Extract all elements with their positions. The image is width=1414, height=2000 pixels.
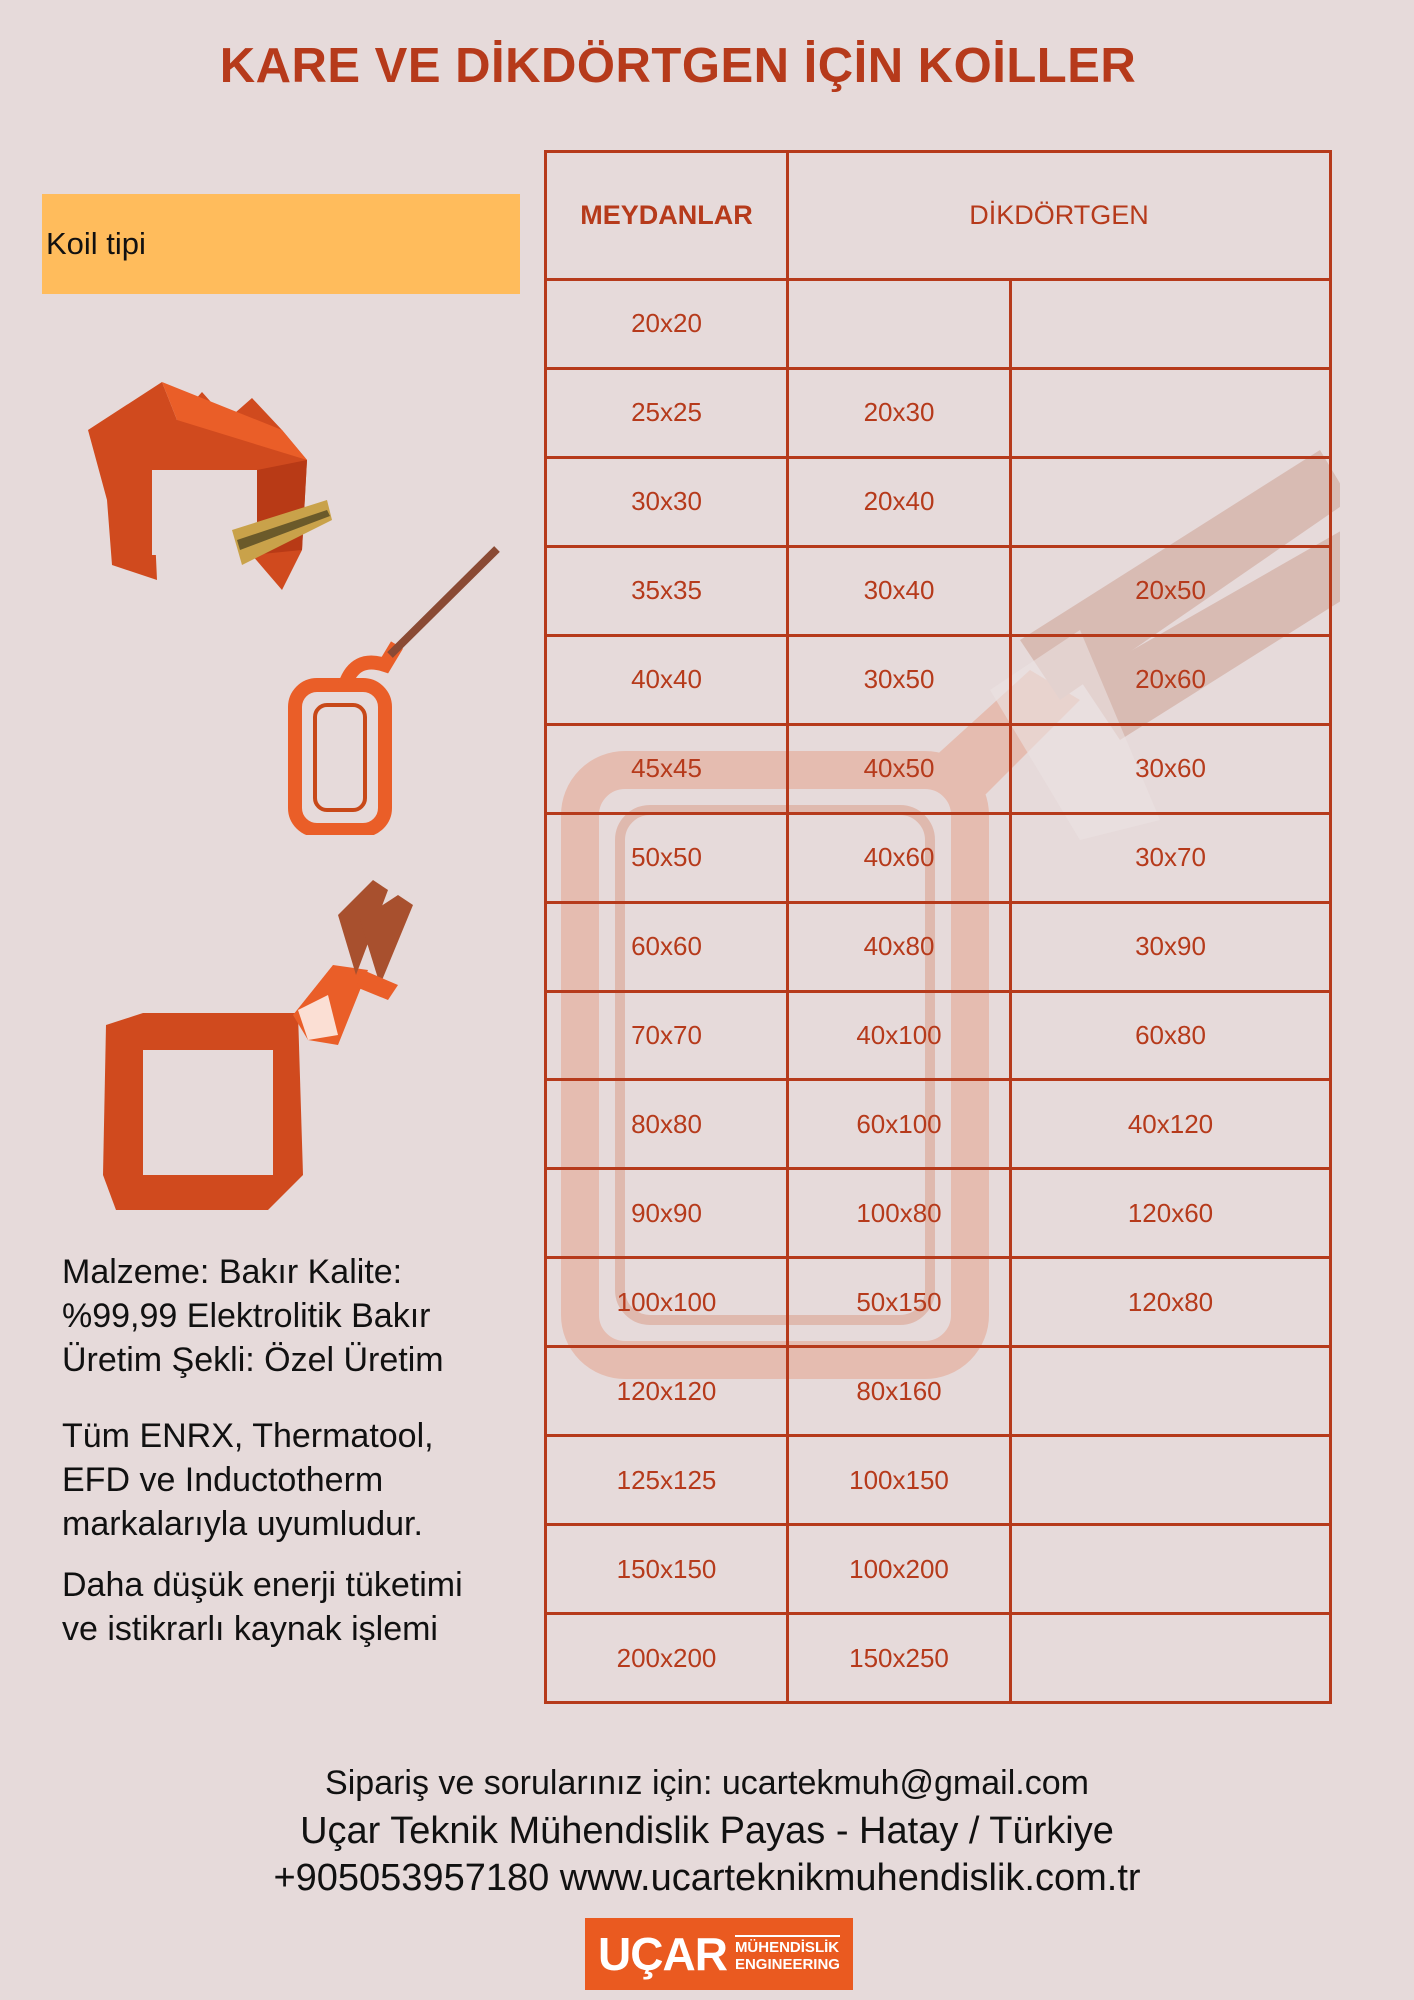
square-size-cell: 100x100 — [546, 1258, 788, 1347]
rect-size-cell — [1011, 1436, 1331, 1525]
table-row — [546, 1258, 1331, 1347]
rect-size-cell: 100x80 — [788, 1169, 1011, 1258]
contact-line: Sipariş ve sorularınız için: ucartekmuh@gmail.com — [325, 1764, 1089, 1802]
table-row — [546, 280, 1331, 369]
logo-sub-line: ENGINEERING — [734, 1956, 840, 1973]
table-row — [546, 1347, 1331, 1436]
rect-size-cell — [1011, 1614, 1331, 1703]
rect-size-cell: 30x60 — [1011, 724, 1331, 813]
square-size-cell: 40x40 — [546, 635, 788, 724]
rect-size-cell — [1011, 1347, 1331, 1436]
rect-size-cell: 30x50 — [788, 635, 1011, 724]
square-size-cell: 60x60 — [546, 902, 788, 991]
benefit-line: ve istikrarlı kaynak işlemi — [62, 1610, 438, 1648]
rect-size-cell: 80x160 — [788, 1347, 1011, 1436]
square-size-cell: 35x35 — [546, 546, 788, 635]
rect-size-cell — [788, 280, 1011, 369]
rect-size-cell: 30x90 — [1011, 902, 1331, 991]
spec-line: Malzeme: Bakır Kalite: — [62, 1253, 403, 1291]
company-logo — [585, 1918, 853, 1990]
table-row — [546, 813, 1331, 902]
table-row — [546, 991, 1331, 1080]
square-size-cell: 90x90 — [546, 1169, 788, 1258]
logo-main-text: UÇAR — [598, 1928, 727, 1980]
rect-size-cell: 40x50 — [788, 724, 1011, 813]
rect-size-cell — [1011, 280, 1331, 369]
coil-rectangle-image — [285, 545, 505, 835]
square-size-cell: 25x25 — [546, 368, 788, 457]
square-size-cell: 50x50 — [546, 813, 788, 902]
rect-size-cell: 100x150 — [788, 1436, 1011, 1525]
rect-size-cell: 40x80 — [788, 902, 1011, 991]
page-title: KARE VE DİKDÖRTGEN İÇİN KOİLLER — [219, 39, 1137, 93]
table-row — [546, 546, 1331, 635]
table-row — [546, 457, 1331, 546]
table-row — [546, 635, 1331, 724]
rect-size-cell: 120x60 — [1011, 1169, 1331, 1258]
table-row — [546, 902, 1331, 991]
table-row — [546, 1614, 1331, 1703]
spec-line: %99,99 Elektrolitik Bakır — [62, 1297, 431, 1335]
square-size-cell: 150x150 — [546, 1525, 788, 1614]
rect-size-cell — [1011, 457, 1331, 546]
square-size-cell: 125x125 — [546, 1436, 788, 1525]
table-row — [546, 1436, 1331, 1525]
square-size-cell: 45x45 — [546, 724, 788, 813]
header-rectangles: DİKDÖRTGEN — [788, 152, 1331, 280]
rect-size-cell: 40x100 — [788, 991, 1011, 1080]
rect-size-cell: 40x120 — [1011, 1080, 1331, 1169]
rect-size-cell: 120x80 — [1011, 1258, 1331, 1347]
rect-size-cell: 60x80 — [1011, 991, 1331, 1080]
square-size-cell: 20x20 — [546, 280, 788, 369]
coil-size-table — [544, 150, 1332, 1704]
rect-size-cell: 20x40 — [788, 457, 1011, 546]
benefit-line: Daha düşük enerji tüketimi — [62, 1566, 463, 1604]
coil-type-label-text: Koil tipi — [46, 226, 146, 261]
coil-square-image — [98, 875, 428, 1215]
rect-size-cell — [1011, 368, 1331, 457]
rect-size-cell: 30x40 — [788, 546, 1011, 635]
phone-web-line: +905053957180 www.ucarteknikmuhendislik.com.tr — [273, 1857, 1141, 1899]
rect-size-cell: 20x50 — [1011, 546, 1331, 635]
material-specs — [62, 1250, 542, 1382]
table-row — [546, 1080, 1331, 1169]
compat-line: EFD ve Inductotherm — [62, 1461, 384, 1499]
table-row — [546, 1169, 1331, 1258]
compat-line: markalarıyla uyumludur. — [62, 1505, 423, 1543]
benefit-text — [62, 1563, 562, 1651]
rect-size-cell: 30x70 — [1011, 813, 1331, 902]
logo-sub-line: MÜHENDİSLİK — [734, 1939, 840, 1956]
compat-line: Tüm ENRX, Thermatool, — [62, 1417, 434, 1455]
square-size-cell: 120x120 — [546, 1347, 788, 1436]
table-row — [546, 368, 1331, 457]
square-size-cell: 70x70 — [546, 991, 788, 1080]
rect-size-cell: 20x30 — [788, 368, 1011, 457]
table-header-row — [546, 152, 1331, 280]
rect-size-cell: 100x200 — [788, 1525, 1011, 1614]
rect-size-cell: 20x60 — [1011, 635, 1331, 724]
rect-size-cell: 60x100 — [788, 1080, 1011, 1169]
square-size-cell: 30x30 — [546, 457, 788, 546]
spec-line: Üretim Şekli: Özel Üretim — [62, 1341, 444, 1379]
company-line: Uçar Teknik Mühendislik Payas - Hatay / Türkiye — [300, 1810, 1114, 1852]
rect-size-cell: 150x250 — [788, 1614, 1011, 1703]
rect-size-cell: 50x150 — [788, 1258, 1011, 1347]
square-size-cell: 200x200 — [546, 1614, 788, 1703]
compatibility-text — [62, 1414, 542, 1546]
table-row — [546, 724, 1331, 813]
rect-size-cell: 40x60 — [788, 813, 1011, 902]
coil-type-label — [42, 194, 520, 294]
table-row — [546, 1525, 1331, 1614]
logo-subtext — [735, 1935, 840, 1973]
header-squares: MEYDANLAR — [546, 152, 788, 280]
square-size-cell: 80x80 — [546, 1080, 788, 1169]
rect-size-cell — [1011, 1525, 1331, 1614]
